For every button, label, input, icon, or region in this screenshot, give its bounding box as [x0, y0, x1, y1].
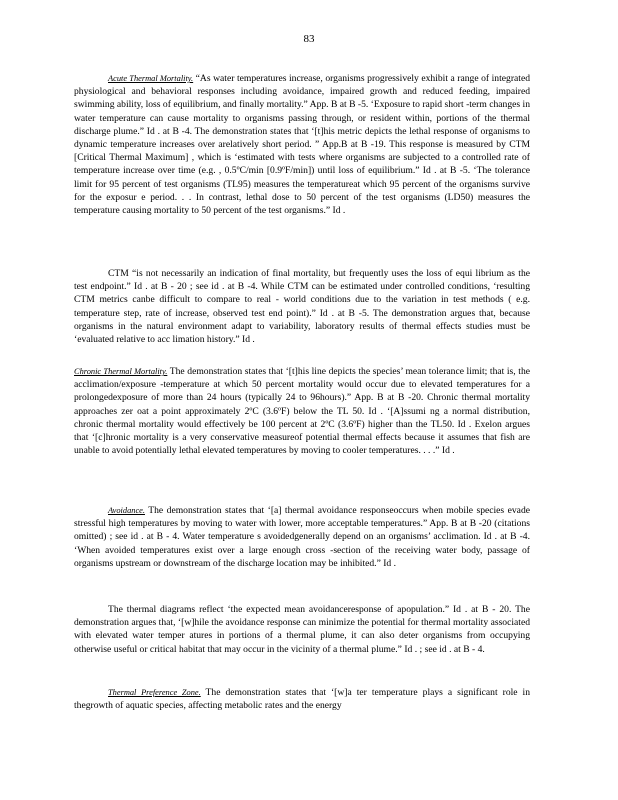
paragraph-body: The demonstration states that ‘[w]a ter temperature plays a significant role in thegrowth of aquatic species, affecting metabolic rates and the energy: [74, 687, 530, 712]
paragraph-chronic-thermal-mortality: [74, 365, 530, 457]
paragraph-avoidance: [74, 504, 530, 570]
paragraph-body: “As water temperatures increase, organisms progressively exhibit a range of integrated physiological and behavioral responses including avoidance, impaired growth and reduced feeding, impaired swimming ability, loss of equilibrium, and finally mortality.” App. B at B -5. ‘Exposure to rapid short -term changes in water temperature can cause mortality to organisms passing through, or resident within, portions of the thermal discharge plume.” Id . at B -4. The demonstration states that ‘[t]his metric depicts the lethal response of organisms to dynamic temperature increases over arelatively short period. ” App.B at B -19. This response is measured by CTM [Critical Thermal Maximum] , which is ‘estimated with tests where organisms are subjected to a controlled rate of temperature increase over time (e.g. , 0.5ºC/min [0.9ºF/min]) until loss of equilibrium.” Id . at B -5. ‘The tolerance limit for 95 percent of test organisms (TL95) measures the temperatureat which 95 percent of the organisms survive for the exposur e period. . . In contrast, lethal dose to 50 percent of the test organisms (LD50) measures the temperature causing mortality to 50 percent of the test organisms.” Id .: [74, 73, 530, 217]
paragraph-body: CTM “is not necessarily an indication of final mortality, but frequently uses the loss of equi librium as the test endpoint.” Id . at B - 20 ; see id . at B -4. While CTM can be estimated under controlled conditions, ‘resulting CTM metrics canbe difficult to compare to real - world conditions due to the variation in test methods ( e.g. temperature step, rate of increase, observed test end point).” Id . at B -5. The demonstration argues that, because organisms in the natural environment adapt to variability, laboratory results of thermal effects studies must be ‘evaluated relative to acc limation history.” Id .: [74, 268, 530, 346]
paragraph-text: [74, 686, 530, 712]
paragraph-body: The demonstration states that ‘[a] thermal avoidance responseoccurs when mobile species evade stressful high temperatures by moving to water with lower, more acceptable temperatures.” App. B at B -20 (citations omitted) ; see id . at B - 4. Water temperature s avoidedgenerally depend on an organisms’ acclimation. Id . at B -4. ‘When avoided temperatures exist over a large enough cross -section of the receiving water body, passage of organisms upstream or downstream of the discharge location may be inhibited.” Id .: [74, 505, 530, 569]
section-heading: Acute Thermal Mortality.: [108, 74, 194, 83]
section-heading: Chronic Thermal Mortality.: [74, 367, 168, 376]
paragraph-acute-thermal-mortality: [74, 72, 530, 217]
paragraph-text: [74, 267, 530, 346]
paragraph-text: [74, 365, 530, 457]
paragraph-text: [74, 72, 530, 217]
paragraph-thermal-diagrams: [74, 603, 530, 656]
section-heading: Avoidance.: [108, 506, 145, 515]
paragraph-thermal-preference-zone: [74, 686, 530, 712]
paragraph-ctm: [74, 267, 530, 346]
paragraph-text: [74, 504, 530, 570]
paragraph-text: [74, 603, 530, 656]
section-heading: Thermal Preference Zone.: [108, 688, 201, 697]
page-number: 83: [303, 33, 315, 45]
paragraph-body: The thermal diagrams reflect ‘the expected mean avoidanceresponse of apopulation.” Id . at B - 20. The demonstration argues that, ‘[w]hile the avoidance response can minimize the potential for thermal mortality associated with elevated water temper atures in portions of a thermal plume, it can also deter organisms from occupying otherwise useful or critical habitat that may occur in the vicinity of a thermal plume.” Id . ; see id . at B - 4.: [74, 604, 530, 655]
paragraph-body: The demonstration states that ‘[t]his line depicts the species’ mean tolerance limit; that is, the acclimation/exposure -temperature at which 50 percent mortality would occur due to elevated temperatures for a prolongedexposure of more than 24 hours (typically 24 to 96hours).” App. B at B -20. Chronic thermal mortality approaches zer oat a point approximately 2ºC (3.6ºF) below the TL 50. Id . ‘[A]ssumi ng a normal distribution, chronic thermal mortality would effectively be 100 percent at 2ºC (3.6ºF) higher than the TL50. Id . Exelon argues that ‘[c]hronic mortality is a very conservative measureof potential thermal effects because it assumes that fish are unable to avoid potentially lethal elevated temperatures by moving to cooler temperatures. . . .” Id .: [74, 366, 530, 457]
